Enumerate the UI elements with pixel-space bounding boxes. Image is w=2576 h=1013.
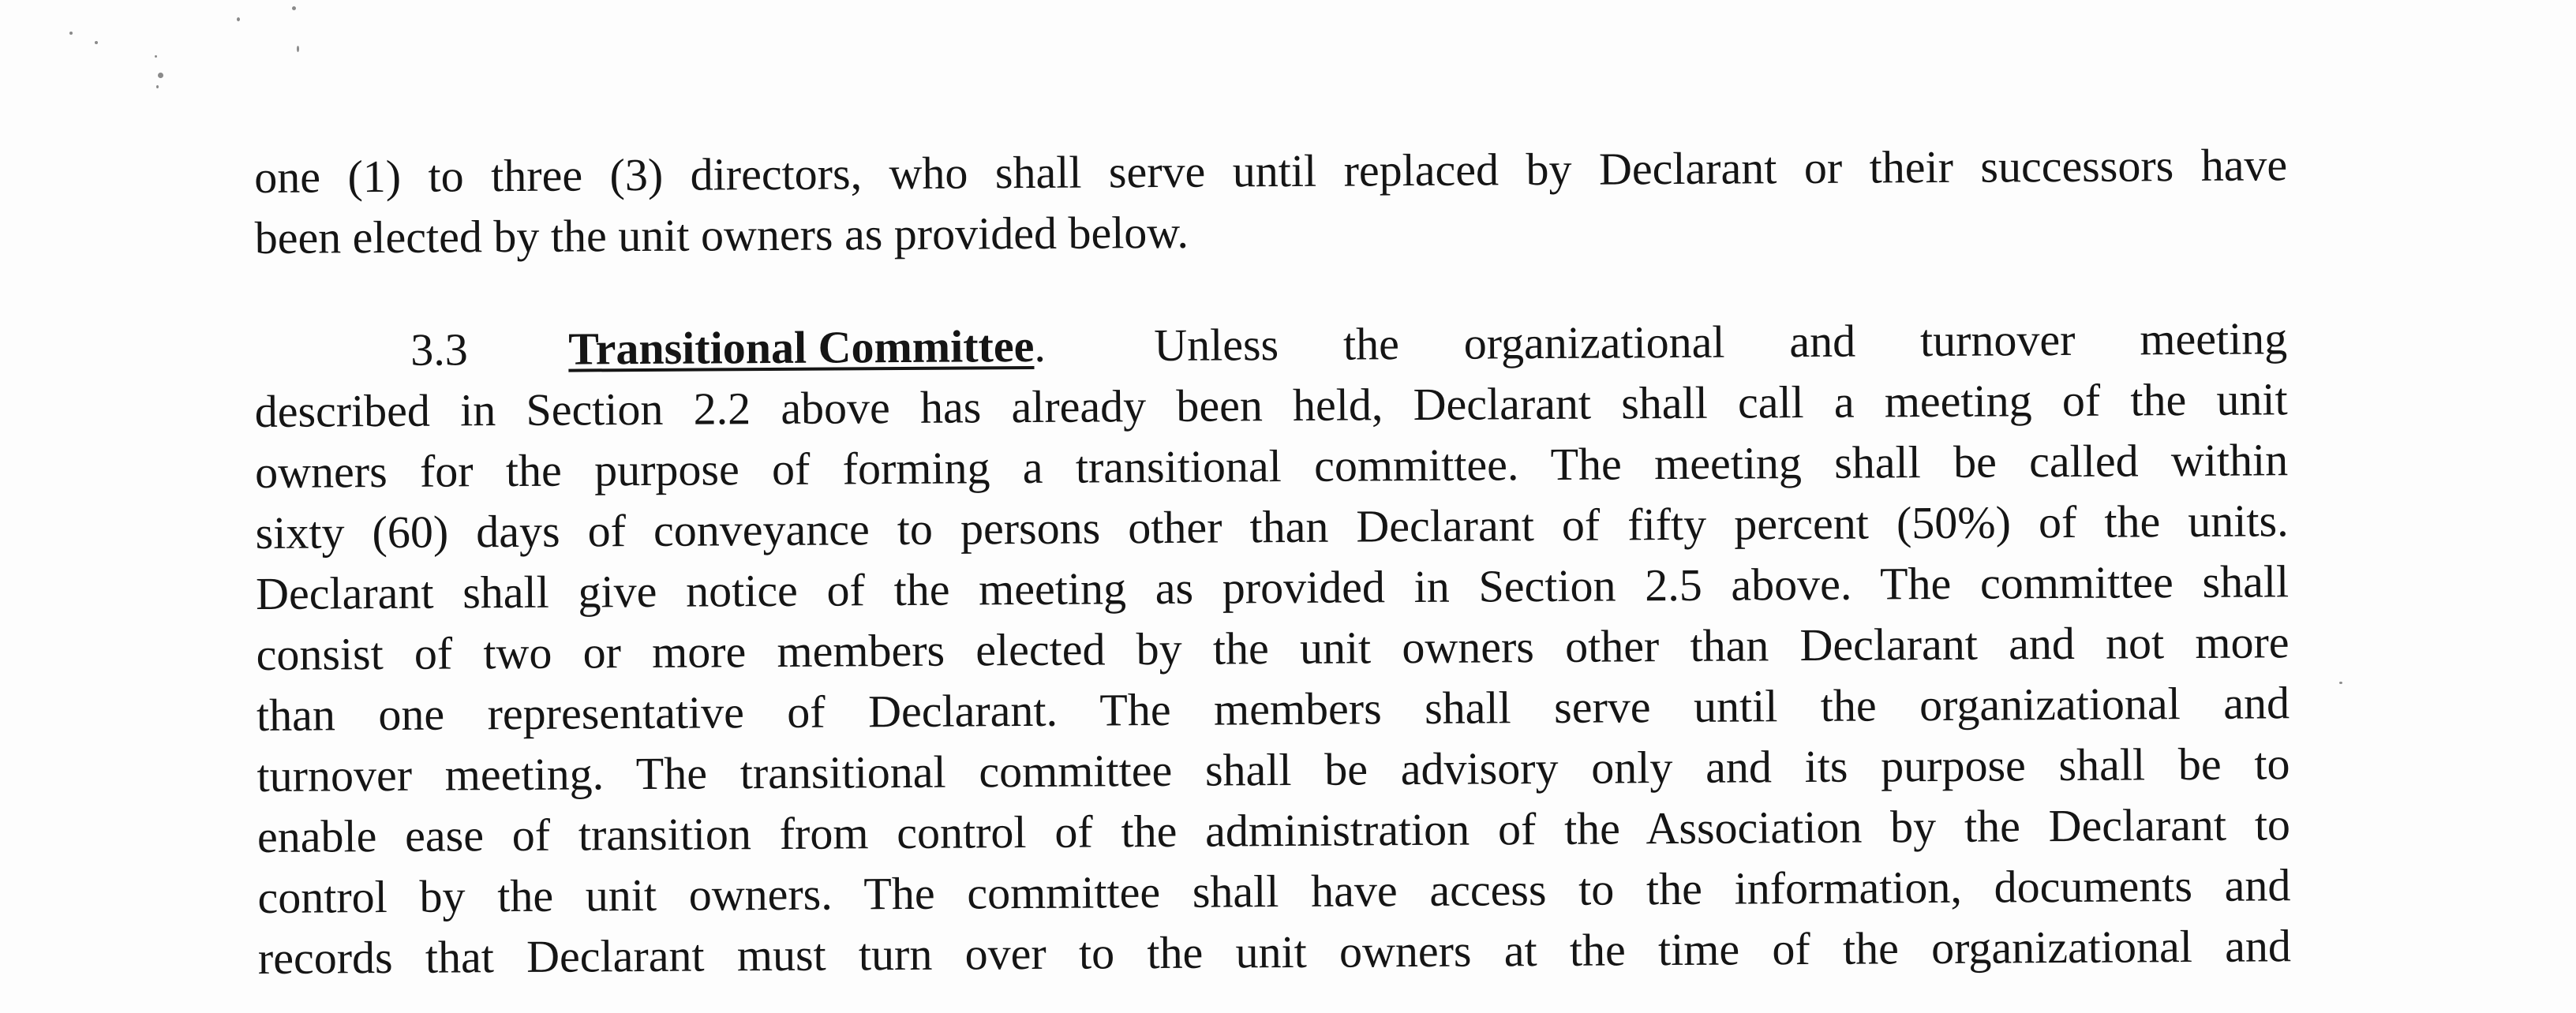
paragraph-line: sixty (60) days of conveyance to persons other than Declarant of fifty percent (50%) of the units. [255,495,2289,559]
paragraph-line: control by the unit owners. The committee shall have access to the information, documents and [257,859,2291,923]
paragraph-line: consist of two or more members elected by the unit owners other than Declarant and not more [256,616,2290,680]
scan-speck [156,85,159,88]
paragraph-line: turnover meeting. The transitional committee shall be advisory only and its purpose shall be to [256,738,2290,802]
paragraph-line: one (1) to three (3) directors, who shall serve until replaced by Declarant or their successors have [254,139,2288,203]
paragraph-line: been elected by the unit owners as provided below. [254,206,1189,264]
scan-speck [237,17,240,21]
paragraph-line: records that Declarant must turn over to the unit owners at the time of the organizational and [257,920,2292,984]
section-paragraph [254,308,2291,989]
section-title: Transitional Committee [568,320,1035,375]
scan-speck [2339,682,2342,684]
section-first-line-text: Unless the organizational and turnover meeting [1154,312,2288,372]
continuation-paragraph [254,134,2288,268]
scan-speck [95,41,98,44]
paragraph-line: owners for the purpose of forming a transitional committee. The meeting shall be called within [254,434,2289,498]
scan-speck [297,46,299,52]
paragraph-line: Declarant shall give notice of the meeting as provided in Section 2.5 above. The committee shall [255,555,2290,619]
scan-speck [158,73,163,78]
scan-speck [155,55,157,58]
section-title-punctuation: . [1034,320,1046,372]
section-heading-line [254,308,2287,381]
scan-speck [292,6,296,10]
section-number: 3.3 [410,323,468,376]
scan-speck [69,32,73,35]
paragraph-line: enable ease of transition from control of the administration of the Association by the Declarant to [256,798,2291,862]
paragraph-line: than one representative of Declarant. The members shall serve until the organizational and [256,677,2290,741]
paragraph-line: described in Section 2.2 above has already been held, Declarant shall call a meeting of the unit [254,373,2288,437]
